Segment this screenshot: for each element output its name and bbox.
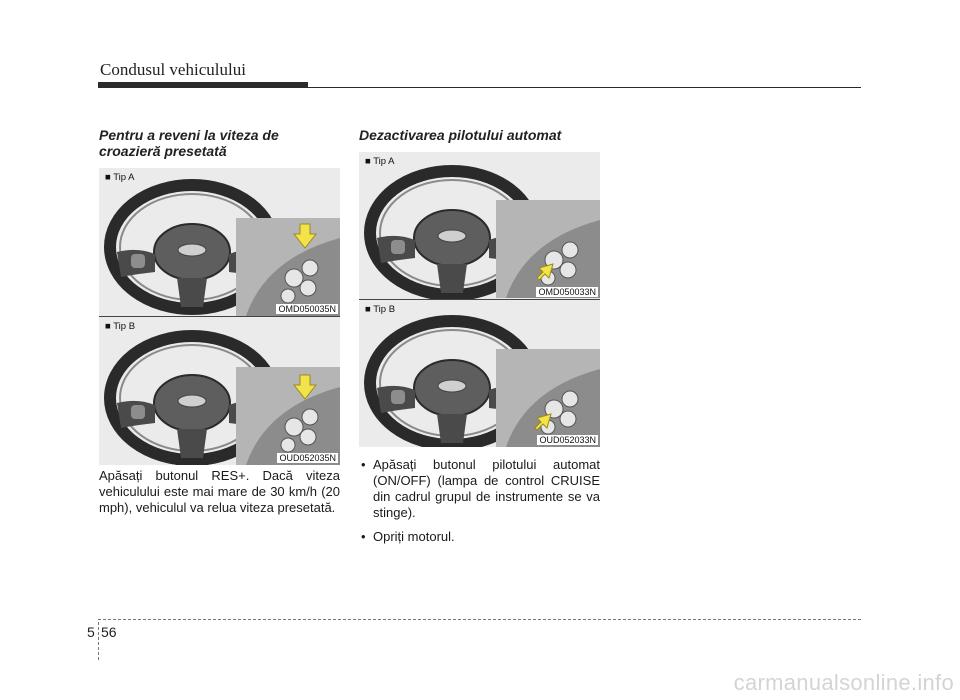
figure-right-tip-a bbox=[359, 152, 600, 299]
steering-wheel-illustration bbox=[99, 317, 340, 465]
tip-label: ■ Tip A bbox=[365, 156, 395, 167]
heading-line-2: croazieră presetată bbox=[99, 143, 227, 159]
figure-code: OUD052033N bbox=[539, 435, 596, 445]
tip-label: ■ Tip A bbox=[105, 172, 135, 183]
heading-line-1: Pentru a reveni la viteza de bbox=[99, 127, 279, 143]
footer-vline bbox=[98, 622, 99, 660]
figure-right-tip-b bbox=[359, 300, 600, 447]
header-title: Condusul vehiculului bbox=[100, 60, 246, 79]
steering-wheel-illustration bbox=[99, 168, 340, 316]
figure-code: OMD050035N bbox=[278, 304, 336, 314]
section-heading-resume bbox=[99, 127, 279, 159]
bullet-item: • Apăsați butonul pilotului automat (ON/OFF) (lampa de control CRUISE din cadrul grupul de instrumente se va stinge). bbox=[359, 457, 600, 521]
resume-paragraph: Apăsați butonul RES+. Dacă viteza vehiculului este mai mare de 30 km/h (20 mph), vehiculul va relua viteza presetată. bbox=[99, 468, 340, 515]
section-heading-cancel: Dezactivarea pilotului automat bbox=[359, 127, 562, 143]
tip-label: ■ Tip B bbox=[105, 321, 136, 332]
cancel-bullets bbox=[359, 457, 600, 553]
watermark: carmanualsonline.info bbox=[733, 670, 954, 695]
bullet-item: • Opriți motorul. bbox=[359, 529, 600, 545]
figure-code: OMD050033N bbox=[538, 287, 596, 297]
header-rule-thin bbox=[98, 87, 861, 88]
figure-left-tip-a bbox=[99, 168, 340, 316]
figure-left-tip-b bbox=[99, 317, 340, 465]
chapter-number: 5 bbox=[87, 624, 95, 640]
page-number: 56 bbox=[101, 624, 117, 640]
tip-label: ■ Tip B bbox=[365, 304, 396, 315]
footer-rule bbox=[98, 619, 861, 620]
figure-code: OUD052035N bbox=[279, 453, 336, 463]
steering-wheel-illustration bbox=[359, 152, 600, 299]
steering-wheel-illustration bbox=[359, 300, 600, 447]
